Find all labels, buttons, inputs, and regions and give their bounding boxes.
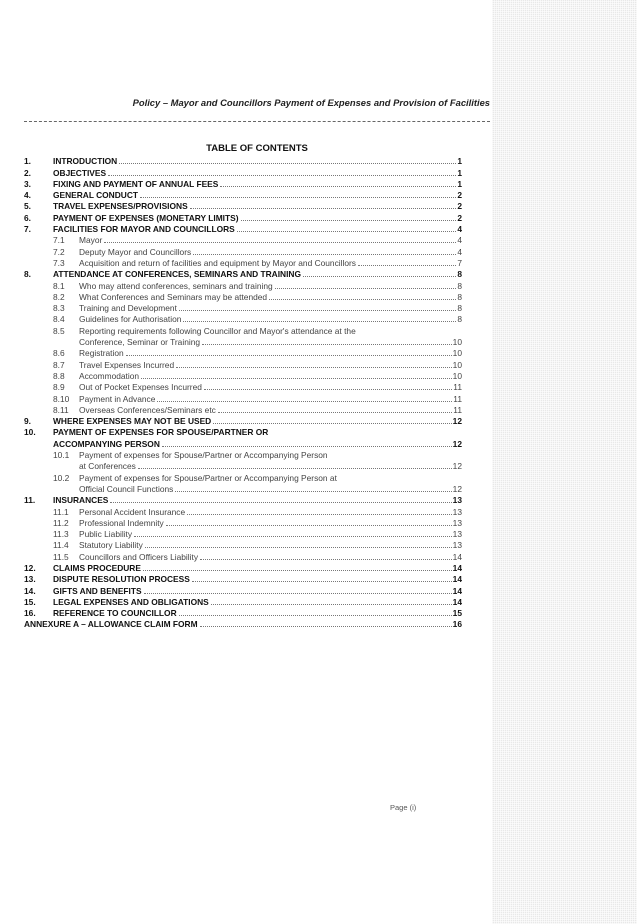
toc-dot-leader	[192, 581, 452, 582]
toc-entry-page: 2	[457, 201, 462, 212]
toc-entry-title: INSURANCES	[53, 495, 109, 506]
toc-entry[interactable]	[24, 347, 462, 358]
toc-entry-page: 8	[457, 269, 462, 280]
toc-entry-page: 11	[453, 404, 462, 415]
toc-entry-number: 8.3	[53, 303, 65, 314]
toc-dot-leader	[175, 491, 451, 492]
toc-entry-title: PAYMENT OF EXPENSES FOR SPOUSE/PARTNER OR	[53, 427, 269, 438]
toc-entry[interactable]	[24, 268, 462, 279]
toc-entry[interactable]	[24, 155, 462, 166]
toc-entry-page: 14	[452, 551, 462, 562]
toc-entry[interactable]	[24, 607, 462, 618]
toc-annexure-entry[interactable]	[24, 618, 462, 629]
toc-entry[interactable]	[24, 302, 462, 313]
toc-entry-title: ATTENDANCE AT CONFERENCES, SEMINARS AND TRAINING	[53, 269, 301, 280]
toc-dot-leader	[202, 344, 452, 345]
toc-entry-page: 11	[453, 393, 462, 404]
toc-entry-title: Personal Accident Insurance	[79, 506, 186, 517]
toc-entry-number: 8.11	[53, 404, 69, 415]
toc-entry-number: 8.	[24, 269, 31, 280]
toc-entry-title: OBJECTIVES	[53, 167, 107, 178]
toc-entry-number: 4.	[24, 190, 31, 201]
toc-entry-page: 1	[457, 178, 462, 189]
toc-dot-leader	[145, 547, 452, 548]
toc-entry-title: TRAVEL EXPENSES/PROVISIONS	[53, 201, 188, 212]
toc-entry-page: 13	[452, 506, 462, 517]
toc-entry[interactable]	[24, 426, 462, 437]
toc-dot-leader	[200, 559, 452, 560]
toc-entry-page: 7	[457, 257, 462, 268]
toc-dot-leader	[213, 423, 451, 424]
toc-entry-page: 15	[452, 608, 462, 619]
toc-entry[interactable]	[24, 471, 462, 482]
toc-entry-title: Registration	[79, 348, 124, 359]
toc-entry-page: 13	[452, 495, 462, 506]
toc-entry-number: 7.3	[53, 257, 65, 268]
toc-dot-leader	[303, 276, 456, 277]
toc-entry-title-continued: Conference, Seminar or Training	[79, 337, 201, 348]
toc-entry-title: FACILITIES FOR MAYOR AND COUNCILLORS	[53, 224, 235, 235]
header-divider	[24, 121, 490, 122]
toc-entry-title: REFERENCE TO COUNCILLOR	[53, 608, 177, 619]
toc-entry[interactable]	[24, 505, 462, 516]
toc-dot-leader	[179, 310, 456, 311]
toc-entry-number: 11.2	[53, 517, 69, 528]
toc-entry-page: 2	[457, 212, 462, 223]
toc-dot-leader	[193, 254, 456, 255]
toc-dot-leader	[237, 231, 457, 232]
toc-entry[interactable]	[24, 257, 462, 268]
toc-entry-number: 5.	[24, 201, 31, 212]
toc-dot-leader	[204, 389, 452, 390]
toc-dot-leader	[176, 367, 452, 368]
toc-dot-leader	[143, 570, 452, 571]
toc-entry-number: 7.	[24, 224, 31, 235]
toc-dot-leader	[134, 536, 452, 537]
toc-entry-title: Who may attend conferences, seminars and training	[79, 280, 273, 291]
toc-entry-page: 11	[453, 382, 462, 393]
toc-entry[interactable]	[24, 166, 462, 177]
toc-entry-number: 11.	[24, 495, 36, 506]
toc-dot-leader	[126, 355, 452, 356]
toc-entry-title: Payment of expenses for Spouse/Partner or Accompanying Person	[79, 450, 328, 461]
toc-entry-page: 13	[452, 529, 462, 540]
toc-dot-leader	[275, 288, 457, 289]
page-number: Page (i)	[390, 803, 417, 812]
toc-entry-number: 11.3	[53, 529, 69, 540]
toc-entry-page: 12	[452, 438, 462, 449]
toc-entry-page: 10	[452, 348, 462, 359]
toc-entry-page: 12	[452, 483, 462, 494]
toc-dot-leader	[110, 502, 451, 503]
toc-entry[interactable]	[24, 189, 462, 200]
toc-entry-title: INTRODUCTION	[53, 156, 118, 167]
toc-entry-number: 10.1	[53, 450, 70, 461]
toc-dot-leader	[187, 514, 452, 515]
toc-entry-number: 8.4	[53, 314, 65, 325]
toc-entry-number: 1.	[24, 156, 31, 167]
toc-dot-leader	[144, 593, 452, 594]
toc-entry-title: Overseas Conferences/Seminars etc	[79, 404, 216, 415]
toc-dot-leader	[104, 242, 456, 243]
toc-entry-page: 14	[452, 574, 462, 585]
toc-entry-title: Payment in Advance	[79, 393, 156, 404]
toc-title: TABLE OF CONTENTS	[206, 143, 308, 154]
toc-entry[interactable]	[24, 279, 462, 290]
toc-entry-number: 8.9	[53, 382, 65, 393]
toc-entry-page: 16	[452, 619, 462, 630]
toc-entry-title: FIXING AND PAYMENT OF ANNUAL FEES	[53, 178, 219, 189]
toc-entry[interactable]	[24, 584, 462, 595]
toc-entry-title: CLAIMS PROCEDURE	[53, 562, 141, 573]
toc-entry-number: 8.10	[53, 393, 70, 404]
toc-entry-title-continued: Official Council Functions	[79, 483, 174, 494]
toc-entry-number: 7.1	[53, 235, 65, 246]
toc-entry[interactable]	[24, 223, 462, 234]
toc-entry-page: 13	[452, 517, 462, 528]
toc-entry-title: Payment of expenses for Spouse/Partner or Accompanying Person at	[79, 472, 337, 483]
toc-entry[interactable]	[24, 528, 462, 539]
toc-dot-leader	[157, 401, 452, 402]
toc-entry-page: 8	[457, 280, 462, 291]
toc-dot-leader	[220, 186, 456, 187]
toc-entry-title: Public Liability	[79, 529, 133, 540]
toc-entry-title: Reporting requirements following Councillor and Mayor's attendance at the	[79, 325, 356, 336]
toc-entry[interactable]	[24, 415, 462, 426]
toc-entry[interactable]	[24, 517, 462, 528]
toc-entry-title: Acquisition and return of facilities and equipment by Mayor and Councillors	[79, 257, 356, 268]
toc-entry-title: Out of Pocket Expenses Incurred	[79, 382, 202, 393]
toc-dot-leader	[119, 163, 456, 164]
toc-entry-page: 1	[457, 167, 462, 178]
toc-entry-number: 8.7	[53, 359, 65, 370]
toc-entry-number: 8.1	[53, 280, 65, 291]
toc-entry-number: 7.2	[53, 246, 65, 257]
toc-entry[interactable]	[24, 550, 462, 561]
toc-entry-title: ANNEXURE A – ALLOWANCE CLAIM FORM	[24, 619, 198, 630]
toc-dot-leader	[218, 412, 452, 413]
document-header-title: Policy – Mayor and Councillors Payment of Expenses and Provision of Facilities	[132, 97, 490, 108]
toc-dot-leader	[140, 197, 456, 198]
toc-dot-leader	[179, 615, 452, 616]
toc-entry[interactable]	[24, 178, 462, 189]
toc-entry-title: What Conferences and Seminars may be attended	[79, 291, 268, 302]
toc-entry[interactable]	[24, 370, 462, 381]
toc-entry[interactable]	[24, 313, 462, 324]
toc-dot-leader	[166, 525, 452, 526]
toc-entry-page: 4	[457, 224, 462, 235]
toc-entry-title-continued: at Conferences	[79, 461, 136, 472]
toc-entry-page: 12	[452, 461, 462, 472]
toc-entry[interactable]	[24, 291, 462, 302]
toc-dot-leader	[241, 220, 457, 221]
toc-entry-page: 14	[452, 596, 462, 607]
table-of-contents	[24, 155, 462, 629]
toc-entry-page: 14	[452, 562, 462, 573]
toc-entry[interactable]	[24, 392, 462, 403]
toc-entry-title: PAYMENT OF EXPENSES (MONETARY LIMITS)	[53, 212, 239, 223]
toc-entry-number: 16.	[24, 608, 36, 619]
toc-dot-leader	[162, 446, 452, 447]
toc-entry[interactable]	[24, 404, 462, 415]
toc-entry-page: 8	[457, 314, 462, 325]
toc-entry-number: 11.4	[53, 540, 69, 551]
toc-entry-number: 10.	[24, 427, 36, 438]
toc-entry-title: Professional Indemnity	[79, 517, 164, 528]
toc-entry-continuation[interactable]	[24, 483, 462, 494]
toc-entry-number: 8.8	[53, 370, 65, 381]
toc-entry-title: Guidelines for Authorisation	[79, 314, 182, 325]
toc-entry-title: WHERE EXPENSES MAY NOT BE USED	[53, 416, 212, 427]
toc-entry-title: Deputy Mayor and Councillors	[79, 246, 192, 257]
toc-entry-number: 11.1	[53, 506, 69, 517]
toc-entry-page: 12	[452, 416, 462, 427]
toc-entry-number: 10.2	[53, 472, 70, 483]
toc-entry-number: 12.	[24, 562, 36, 573]
toc-entry-title: Mayor	[79, 235, 103, 246]
toc-entry-title: Statutory Liability	[79, 540, 143, 551]
toc-entry[interactable]	[24, 211, 462, 222]
toc-entry[interactable]	[24, 573, 462, 584]
toc-dot-leader	[138, 468, 452, 469]
toc-entry-number: 8.6	[53, 348, 65, 359]
toc-dot-leader	[211, 604, 452, 605]
toc-entry-page: 4	[457, 246, 462, 257]
toc-entry-title: Training and Development	[79, 303, 177, 314]
toc-entry-title: Travel Expenses Incurred	[79, 359, 175, 370]
toc-entry-number: 14.	[24, 585, 36, 596]
toc-entry-title: Councillors and Officers Liability	[79, 551, 199, 562]
toc-entry-page: 10	[452, 337, 462, 348]
toc-dot-leader	[108, 175, 456, 176]
toc-entry-continuation[interactable]	[24, 460, 462, 471]
toc-entry-page: 1	[457, 156, 462, 167]
toc-entry[interactable]	[24, 539, 462, 550]
toc-entry-number: 8.5	[53, 325, 65, 336]
toc-entry-page: 10	[452, 359, 462, 370]
toc-entry-page: 4	[457, 235, 462, 246]
toc-entry[interactable]	[24, 381, 462, 392]
toc-entry-page: 8	[457, 291, 462, 302]
toc-dot-leader	[183, 321, 456, 322]
toc-dot-leader	[269, 299, 456, 300]
toc-entry-continuation[interactable]	[24, 336, 462, 347]
toc-entry[interactable]	[24, 245, 462, 256]
toc-dot-leader	[358, 265, 456, 266]
toc-entry-page: 2	[457, 190, 462, 201]
toc-entry[interactable]	[24, 449, 462, 460]
toc-entry-number: 3.	[24, 178, 31, 189]
toc-entry-title: GIFTS AND BENEFITS	[53, 585, 142, 596]
toc-entry-number: 13.	[24, 574, 36, 585]
toc-entry-number: 6.	[24, 212, 31, 223]
toc-entry[interactable]	[24, 562, 462, 573]
toc-entry-page: 8	[457, 303, 462, 314]
toc-entry-title: Accommodation	[79, 370, 140, 381]
toc-dot-leader	[141, 378, 452, 379]
toc-dot-leader	[200, 626, 452, 627]
toc-entry-number: 11.5	[53, 551, 69, 562]
toc-entry-page: 13	[452, 540, 462, 551]
toc-entry-number: 2.	[24, 167, 31, 178]
page-margin-strip	[492, 0, 637, 924]
toc-entry[interactable]	[24, 494, 462, 505]
toc-entry-title: LEGAL EXPENSES AND OBLIGATIONS	[53, 596, 209, 607]
toc-entry-title-continued: ACCOMPANYING PERSON	[53, 438, 160, 449]
toc-entry-number: 9.	[24, 416, 31, 427]
toc-entry-title: GENERAL CONDUCT	[53, 190, 138, 201]
toc-entry-number: 8.2	[53, 291, 65, 302]
toc-entry[interactable]	[24, 596, 462, 607]
toc-entry[interactable]	[24, 234, 462, 245]
toc-entry[interactable]	[24, 324, 462, 335]
toc-dot-leader	[190, 208, 457, 209]
toc-entry[interactable]	[24, 200, 462, 211]
toc-entry-title: DISPUTE RESOLUTION PROCESS	[53, 574, 190, 585]
toc-entry-number: 15.	[24, 596, 36, 607]
toc-entry[interactable]	[24, 358, 462, 369]
toc-entry-page: 10	[452, 370, 462, 381]
toc-entry-continuation[interactable]	[24, 437, 462, 448]
toc-entry-page: 14	[452, 585, 462, 596]
